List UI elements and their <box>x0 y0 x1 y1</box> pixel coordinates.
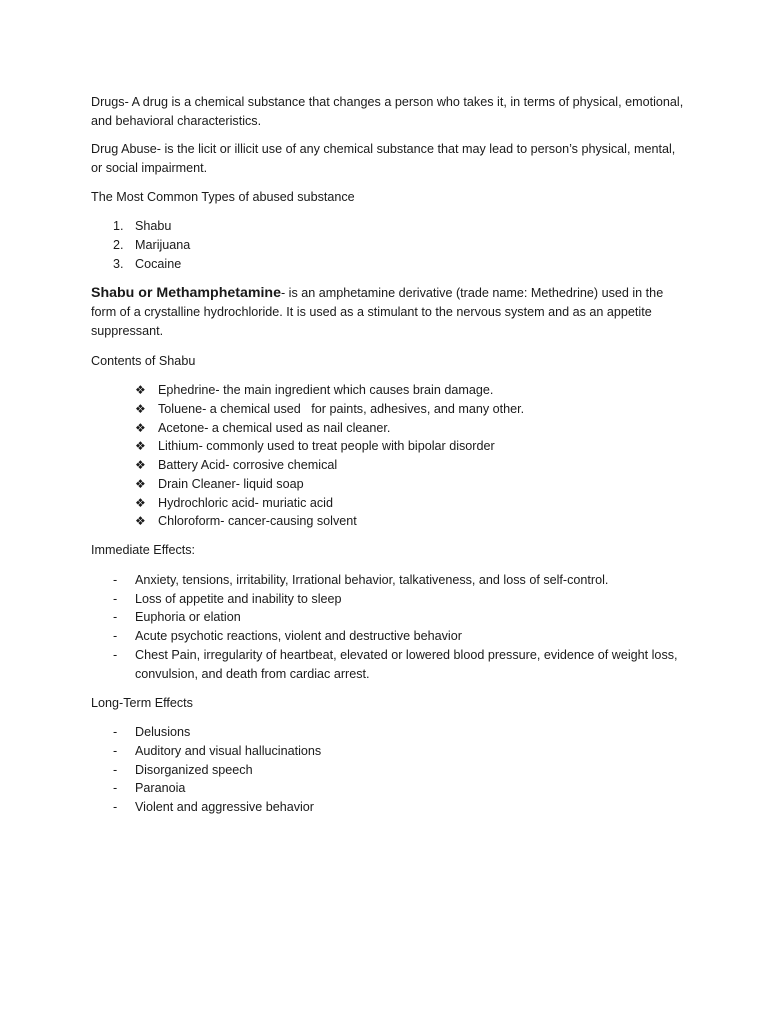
list-item-text: Drain Cleaner- liquid soap <box>158 476 304 491</box>
list-item-text: Violent and aggressive behavior <box>135 800 314 815</box>
contents-list <box>91 381 688 531</box>
list-number: 3. <box>113 256 124 271</box>
list-item-text: Acetone- a chemical used as nail cleaner. <box>158 420 391 435</box>
list-item-text: Delusions <box>135 725 191 740</box>
diamond-bullet-icon: ❖ <box>135 458 146 473</box>
list-item-text: Toluene- a chemical used for paints, adhesives, and many other. <box>158 401 525 416</box>
list-item <box>91 381 688 400</box>
dash-bullet: - <box>113 591 118 606</box>
dash-bullet: - <box>113 629 118 644</box>
list-item-text: Hydrochloric acid- muriatic acid <box>158 495 333 510</box>
list-item-text: Euphoria or elation <box>135 610 241 625</box>
list-item <box>91 723 688 742</box>
list-item-text: Anxiety, tensions, irritability, Irrational behavior, talkativeness, and loss of self-control. <box>135 573 609 587</box>
list-item <box>91 646 688 683</box>
diamond-bullet-icon: ❖ <box>135 514 146 529</box>
dash-bullet: - <box>113 762 118 777</box>
dash-bullet: - <box>113 800 118 815</box>
dash-bullet: - <box>113 781 118 796</box>
drug-abuse-definition: Drug Abuse- is the licit or illicit use of any chemical substance that may lead to person’s physical, mental, or social impairment. <box>91 142 676 175</box>
immediate-effects-list <box>91 571 688 683</box>
list-item <box>91 590 688 609</box>
list-item <box>91 255 688 274</box>
list-item-text: Lithium- commonly used to treat people with bipolar disorder <box>158 439 495 454</box>
immediate-effects-heading: Immediate Effects: <box>91 543 196 558</box>
list-item-text: Paranoia <box>135 781 186 796</box>
shabu-description: - is an amphetamine derivative (trade name: Methedrine) used in the form of a crystalline hydrochloride. It is used as a stimulant to the nervous system and as an appetite suppressant. <box>91 285 664 338</box>
shabu-definition <box>91 284 688 342</box>
dash-bullet: - <box>113 573 118 587</box>
diamond-bullet-icon: ❖ <box>135 420 146 435</box>
list-number: 1. <box>113 219 124 234</box>
list-item-text: Disorganized speech <box>135 762 253 777</box>
list-item <box>91 217 688 236</box>
list-item-text: Battery Acid- corrosive chemical <box>158 458 338 473</box>
list-item <box>91 400 688 419</box>
list-item-text: Shabu <box>135 219 172 234</box>
diamond-bullet-icon: ❖ <box>135 401 146 416</box>
list-item-text: Acute psychotic reactions, violent and destructive behavior <box>135 629 462 644</box>
diamond-bullet-icon: ❖ <box>135 439 146 454</box>
diamond-bullet-icon: ❖ <box>135 476 146 491</box>
list-item <box>91 456 688 475</box>
list-item <box>91 571 688 590</box>
shabu-term: Shabu or Methamphetamine <box>91 284 281 301</box>
list-item-text: Loss of appetite and inability to sleep <box>135 591 342 606</box>
diamond-bullet-icon: ❖ <box>135 495 146 510</box>
list-item <box>91 798 688 817</box>
common-types-heading: The Most Common Types of abused substance <box>91 189 355 204</box>
list-item <box>91 494 688 513</box>
list-item <box>91 512 688 531</box>
list-item <box>91 236 688 255</box>
list-item <box>91 761 688 780</box>
list-item-text: Chloroform- cancer-causing solvent <box>158 514 357 529</box>
contents-heading: Contents of Shabu <box>91 353 196 368</box>
list-item <box>91 627 688 646</box>
long-term-effects-heading: Long-Term Effects <box>91 695 193 710</box>
list-item <box>91 779 688 798</box>
dash-bullet: - <box>113 744 118 759</box>
drugs-definition: Drugs- A drug is a chemical substance that changes a person who takes it, in terms of physical, emotional, and behavioral characteristics. <box>91 95 684 128</box>
list-item <box>91 475 688 494</box>
list-item <box>91 608 688 627</box>
long-term-effects-list <box>91 723 688 817</box>
list-item-text: Ephedrine- the main ingredient which causes brain damage. <box>158 383 494 398</box>
list-item-text: Chest Pain, irregularity of heartbeat, elevated or lowered blood pressure, evidence of weight loss, convulsion, and death from cardiac arrest. <box>135 647 678 681</box>
dash-bullet: - <box>113 725 118 740</box>
list-item <box>91 419 688 438</box>
common-types-list <box>91 217 688 273</box>
list-item <box>91 742 688 761</box>
dash-bullet: - <box>113 647 118 662</box>
list-number: 2. <box>113 238 124 253</box>
dash-bullet: - <box>113 610 118 625</box>
list-item-text: Auditory and visual hallucinations <box>135 744 322 759</box>
list-item-text: Cocaine <box>135 256 182 271</box>
diamond-bullet-icon: ❖ <box>135 383 146 398</box>
list-item <box>91 437 688 456</box>
list-item-text: Marijuana <box>135 238 191 253</box>
